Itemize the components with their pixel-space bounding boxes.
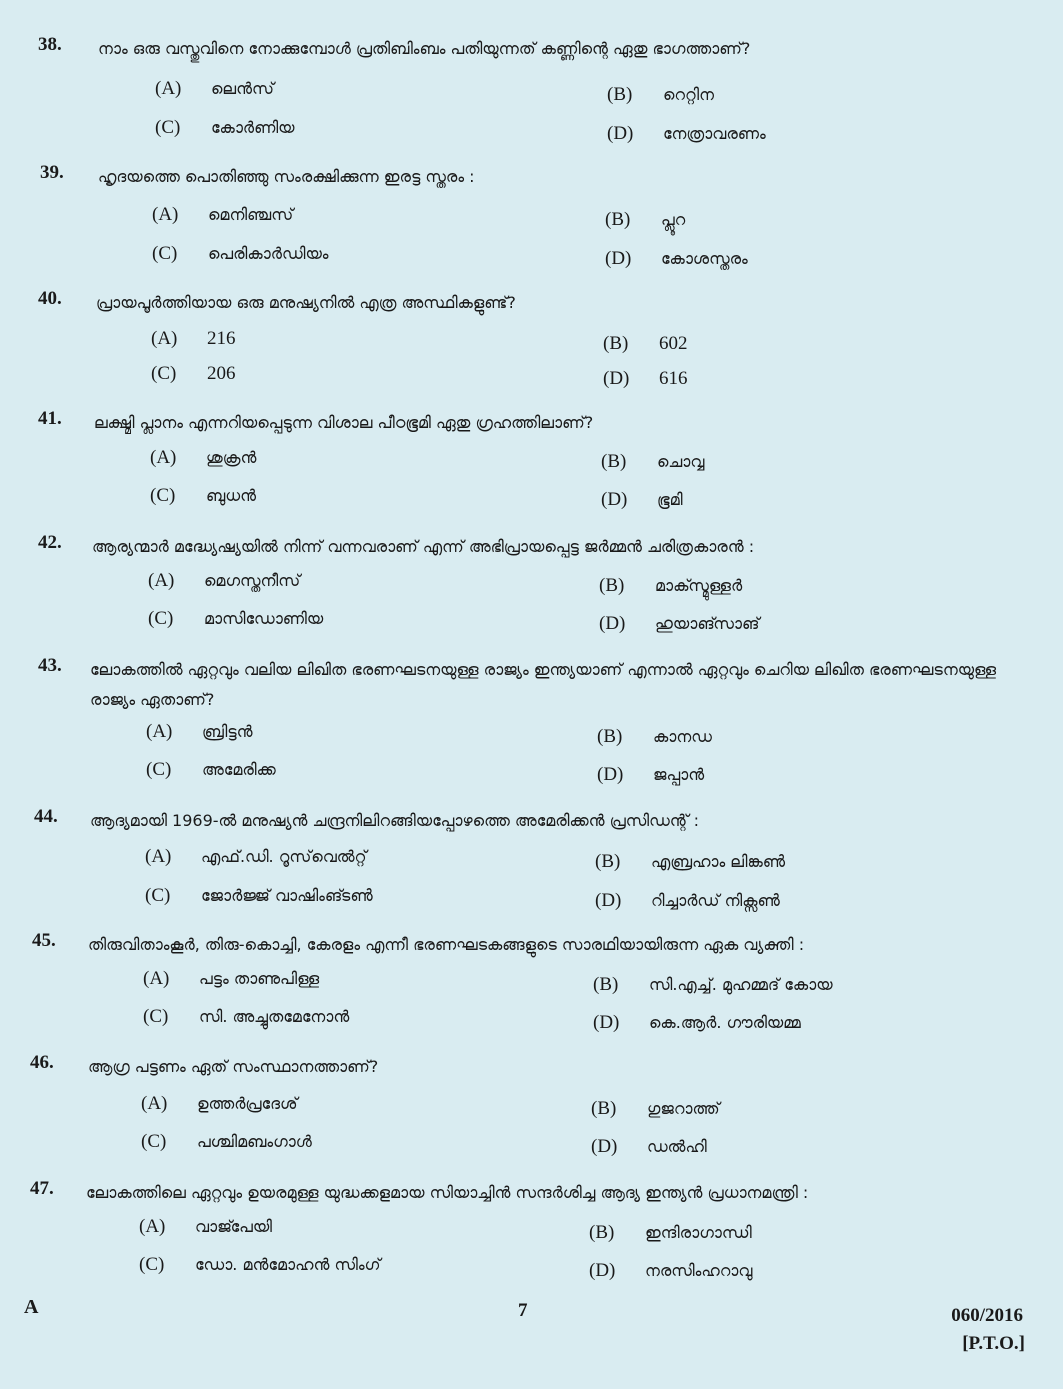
option-text: സി.എച്ച്. മുഹമ്മദ് കോയ (649, 975, 833, 994)
option-c[interactable] (150, 485, 256, 507)
paper-code: 060/2016 (951, 1305, 1023, 1326)
option-a[interactable] (146, 721, 253, 743)
option-label: (C) (152, 243, 178, 264)
question-number: 41. (38, 408, 62, 429)
option-c[interactable] (139, 1254, 381, 1276)
option-d[interactable] (597, 764, 704, 786)
option-label: (C) (146, 759, 172, 780)
option-text: ലെൻസ് (211, 79, 274, 98)
option-text: ശുക്രൻ (206, 448, 257, 467)
option-b[interactable] (593, 974, 833, 996)
option-label: (C) (155, 117, 181, 138)
option-d[interactable] (593, 1012, 801, 1034)
option-c[interactable] (145, 885, 373, 907)
option-label: (D) (601, 489, 628, 510)
option-text: വാജ്പേയി (195, 1217, 273, 1236)
option-text: നേത്രാവരണം (663, 124, 766, 143)
option-label: (A) (141, 1093, 168, 1114)
option-d[interactable] (605, 248, 748, 270)
option-d[interactable] (607, 123, 766, 145)
option-text: ജപ്പാൻ (653, 765, 705, 784)
option-label: (B) (599, 575, 625, 596)
question-number: 42. (38, 532, 62, 553)
option-text: ഭൂമി (657, 490, 683, 509)
option-text: ഉത്തർപ്രദേശ് (197, 1094, 298, 1113)
option-a[interactable] (141, 1093, 298, 1115)
option-text: 616 (659, 368, 688, 389)
option-text: കാനഡ (653, 727, 712, 746)
option-label: (A) (145, 846, 172, 867)
option-a[interactable] (148, 570, 300, 592)
option-a[interactable] (150, 447, 256, 469)
option-text: കോർണിയ (211, 118, 295, 137)
option-d[interactable] (601, 489, 683, 511)
option-text: 602 (659, 333, 688, 354)
option-label: (B) (601, 451, 627, 472)
option-label: (A) (152, 204, 179, 225)
option-label: (A) (151, 328, 178, 349)
option-text: പശ്ചിമബംഗാൾ (197, 1132, 312, 1151)
option-a[interactable] (145, 846, 367, 868)
option-a[interactable] (143, 968, 319, 990)
option-label: (B) (607, 84, 633, 105)
option-label: (D) (605, 248, 632, 269)
option-c[interactable] (141, 1131, 312, 1153)
question-text: ലോകത്തിൽ ഏറ്റവും വലിയ ലിഖിത ഭരണഘടനയുള്ള രാജ്യം ഇന്ത്യയാണ് എന്നാൽ ഏറ്റവും ചെറിയ ലിഖിത ഭരണഘടനയുള്ള രാജ്യം ഏതാണ്? (90, 660, 997, 709)
option-label: (A) (155, 78, 182, 99)
option-text: മാസിഡോണിയ (204, 609, 324, 628)
option-c[interactable] (151, 363, 236, 385)
option-label: (D) (599, 613, 626, 634)
option-text: അമേരിക്ക (202, 760, 276, 779)
option-text: മാക്സ്മുള്ളർ (655, 576, 743, 595)
option-b[interactable] (603, 333, 688, 355)
option-a[interactable] (151, 328, 236, 350)
option-b[interactable] (605, 209, 685, 231)
option-d[interactable] (589, 1260, 752, 1282)
please-turn-over: [P.T.O.] (962, 1333, 1025, 1354)
option-c[interactable] (143, 1006, 349, 1028)
option-text: 216 (207, 328, 236, 349)
option-text: ഡൽഹി (647, 1137, 707, 1156)
option-label: (B) (591, 1098, 617, 1119)
question-text: ആദ്യമായി 1969-ൽ മനുഷ്യൻ ചന്ദ്രനിലിറങ്ങിയപ്പോഴത്തെ അമേരിക്കൻ പ്രസിഡന്റ് : (90, 811, 700, 830)
option-d[interactable] (595, 890, 780, 912)
option-b[interactable] (595, 851, 785, 873)
option-text: മെഗസ്തനീസ് (204, 571, 301, 590)
series-code: A (24, 1296, 39, 1318)
option-label: (D) (593, 1012, 620, 1033)
option-label: (B) (595, 851, 621, 872)
question-number: 38. (38, 34, 62, 55)
question-text: നാം ഒരു വസ്തുവിനെ നോക്കുമ്പോൾ പ്രതിബിംബം പതിയുന്നത് കണ്ണിന്റെ ഏതു ഭാഗത്താണ്? (98, 39, 751, 58)
option-b[interactable] (597, 726, 712, 748)
option-text: പെരികാർഡിയം (208, 244, 329, 263)
option-label: (A) (150, 447, 177, 468)
option-c[interactable] (148, 608, 323, 630)
option-label: (C) (151, 363, 177, 384)
question-number: 43. (38, 655, 62, 676)
question-text: ലോകത്തിലെ ഏറ്റവും ഉയരമുള്ള യുദ്ധക്കളമായ സിയാച്ചിൻ സന്ദർശിച്ച ആദ്യ ഇന്ത്യൻ പ്രധാനമന്ത്രി : (86, 1183, 809, 1202)
question-number: 45. (32, 930, 56, 951)
option-label: (C) (141, 1131, 167, 1152)
option-label: (C) (150, 485, 176, 506)
question-text: ആര്യന്മാർ മദ്ധ്യേഷ്യയിൽ നിന്ന് വന്നവരാണ് എന്ന് അഭിപ്രായപ്പെട്ട ജർമ്മൻ ചരിത്രകാരൻ : (92, 537, 755, 556)
option-b[interactable] (607, 84, 714, 106)
page-number: 7 (518, 1300, 528, 1321)
question-text: ആഗ്ര പട്ടണം ഏത് സംസ്ഥാനത്താണ്? (88, 1057, 379, 1076)
option-label: (D) (603, 368, 630, 389)
question-number: 44. (34, 806, 58, 827)
question-number: 46. (30, 1052, 54, 1073)
option-label: (A) (146, 721, 173, 742)
option-text: പട്ടം താണുപിള്ള (199, 969, 320, 988)
option-d[interactable] (599, 613, 759, 635)
option-label: (B) (589, 1222, 615, 1243)
option-text: എഫ്.ഡി. റൂസ്‌വെൽറ്റ് (201, 847, 367, 866)
option-text: പ്ലൂറ (661, 210, 686, 229)
option-a[interactable] (139, 1216, 272, 1238)
option-label: (A) (139, 1216, 166, 1237)
option-label: (C) (143, 1006, 169, 1027)
option-b[interactable] (601, 451, 704, 473)
question-number: 47. (30, 1178, 54, 1199)
option-text: കോശസ്തരം (661, 249, 748, 268)
option-text: സി. അച്ചുതമേനോൻ (199, 1007, 350, 1026)
option-text: ഗുജറാത്ത് (647, 1099, 720, 1118)
option-text: റിച്ചാർഡ് നിക്സൺ (651, 891, 780, 910)
option-label: (B) (603, 333, 629, 354)
option-label: (D) (591, 1136, 618, 1157)
option-text: 206 (207, 363, 236, 384)
option-text: നരസിംഹറാവു (645, 1261, 753, 1280)
option-label: (D) (607, 123, 634, 144)
option-text: കെ.ആർ. ഗൗരിയമ്മ (649, 1013, 801, 1032)
option-text: മെനിഞ്ചസ് (208, 205, 294, 224)
option-c[interactable] (146, 759, 276, 781)
option-a[interactable] (155, 78, 274, 100)
option-c[interactable] (155, 117, 295, 139)
option-text: ഹുയാങ്സാങ് (655, 614, 760, 633)
question-text: തിരുവിതാംകൂർ, തിരു-കൊച്ചി, കേരളം എന്നീ ഭരണഘടകങ്ങളുടെ സാരഥിയായിരുന്ന ഏക വ്യക്തി : (88, 935, 805, 954)
option-text: ബുധൻ (206, 486, 257, 505)
option-label: (A) (143, 968, 170, 989)
option-b[interactable] (589, 1222, 752, 1244)
option-text: ജോർജ്ജ് വാഷിംങ്ടൺ (201, 886, 373, 905)
option-label: (C) (145, 885, 171, 906)
question-number: 39. (40, 162, 64, 183)
option-label: (B) (593, 974, 619, 995)
option-text: ഡോ. മൻമോഹൻ സിംഗ് (195, 1255, 381, 1274)
option-label: (B) (605, 209, 631, 230)
option-d[interactable] (603, 368, 688, 390)
question-text: ലക്ഷ്മി പ്ലാനം എന്നറിയപ്പെടുന്ന വിശാല പീഠഭൂമി ഏതു ഗ്രഹത്തിലാണ്? (94, 413, 594, 432)
question-text: പ്രായപൂർത്തിയായ ഒരു മനുഷ്യനിൽ എത്ര അസ്ഥികളുണ്ട്? (96, 293, 516, 312)
option-text: ചൊവ്വ (657, 452, 705, 471)
option-label: (D) (589, 1260, 616, 1281)
question-text: ഹൃദയത്തെ പൊതിഞ്ഞു സംരക്ഷിക്കുന്ന ഇരട്ട സ്തരം : (98, 167, 475, 186)
option-d[interactable] (591, 1136, 707, 1158)
option-b[interactable] (591, 1098, 720, 1120)
option-b[interactable] (599, 575, 742, 597)
option-label: (C) (139, 1254, 165, 1275)
option-label: (D) (597, 764, 624, 785)
option-text: റെറ്റിന (663, 85, 714, 104)
option-label: (A) (148, 570, 175, 591)
option-label: (B) (597, 726, 623, 747)
question-number: 40. (38, 288, 62, 309)
option-label: (C) (148, 608, 174, 629)
option-text: ബ്രിട്ടൻ (202, 722, 253, 741)
option-a[interactable] (152, 204, 293, 226)
option-text: എബ്രഹാം ലിങ്കൺ (651, 852, 786, 871)
option-c[interactable] (152, 243, 329, 265)
option-label: (D) (595, 890, 622, 911)
option-text: ഇന്ദിരാഗാന്ധി (645, 1223, 752, 1242)
